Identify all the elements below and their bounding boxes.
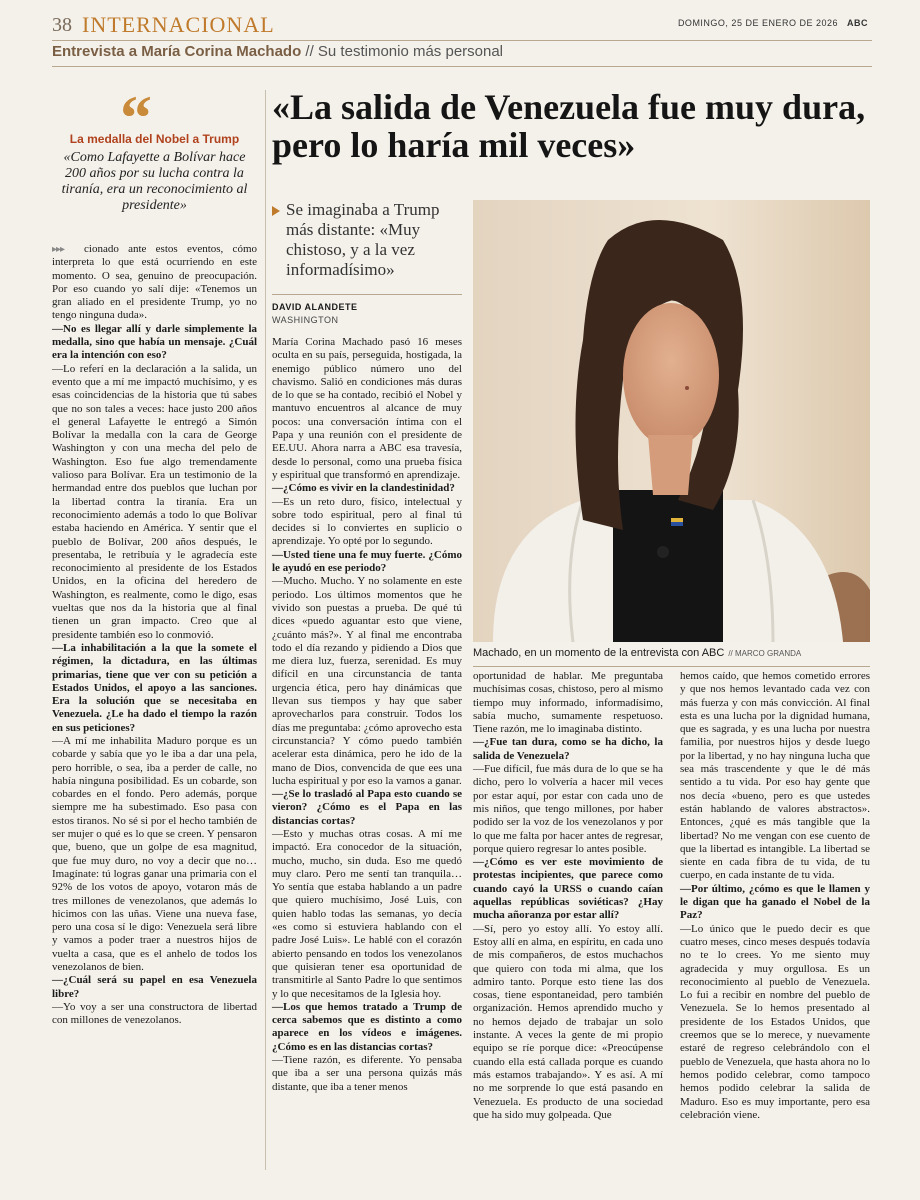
text-column-1 [52, 243, 257, 1028]
headline: «La salida de Venezuela fue muy dura, pero lo haría mil veces» [272, 87, 866, 165]
author: DAVID ALANDETE [272, 302, 358, 312]
continuation-arrows-icon: ▸▸▸ [52, 244, 65, 255]
header-rule [52, 40, 872, 41]
paragraph: —Sí, pero yo estoy allí. Yo estoy allí. Estoy allí en alma, en espíritu, en cada uno de mis compañeros, de estos muchachos que quiero con toda mi alma, que los admiro tanto. Porque esto tiene las dos cosas, tiene espontaneidad, pero también organización. Hemos aprendido mucho y no hemos dejado de trabajar un solo instante. A veces la gente de mi propio equipo se ríe porque dice: «Preocúpense cuando ella está callada porque es cuando más estamos trabajando». Y es así. A mí no me sorprende lo que está pasando en Venezuela. Es producto de una sociedad que ha sido muy golpeada. Que [473, 922, 663, 1121]
column-divider [265, 90, 266, 1170]
sidebar-quote: «Como Lafayette a Bolívar hace 200 años por su lucha contra la tiranía, era un reconocimiento al presidente» [61, 150, 248, 213]
interview-question: —¿Cuál será su papel en esa Venezuela libre? [52, 974, 257, 1000]
interview-question: —No es llegar allí y darle simplemente la medalla, sino que había un mensaje. ¿Cuál era la intención con eso? [52, 322, 257, 362]
page-header [0, 0, 920, 68]
interview-question: —Por último, ¿cómo es que le llamen y le digan que ha ganado el Nobel de la Paz? [680, 882, 870, 922]
subhead [52, 43, 503, 60]
paragraph: María Corina Machado pasó 16 meses oculta en su país, perseguida, hostigada, la enemigo público número uno del chavismo. Salió en condiciones más duras de lo que se ha contado, recibió el Nobel y mantuvo encuentros al alcance de muy pocos: una conversación íntima con el Papa y una reunión con el presidente de EE.UU. Ahora narra a ABC esa travesía, desde lo personal, como una prueba física y espiritual que transformó en aprendizaje. [272, 336, 462, 481]
photo-caption [473, 647, 870, 659]
photo-portrait [473, 200, 870, 642]
paragraph: —Esto y muchas otras cosas. A mí me impactó. Era conocedor de la situación, mucho, mucho, sin duda. Eso me quedó muy claro. Pero me sentí tan tranquila… Yo sentía que estaba hablando a un padre que quiero muchísimo, José Luis, con quien hablo todas las semanas, yo decía «es como si estuviera hablando con el padre José Luis». Le hablé con el corazón abierto pensando en todos los venezolanos que quisieran tener esa oportunidad de transmitirle al Santo Padre lo que sentimos y lo que necesitamos de la Iglesia hoy. [272, 827, 462, 1000]
paragraph: —A mí me inhabilita Maduro porque es un cobarde y sabía que yo le iba a dar una pela, pero horrible, o sea, iba a perder de calle, no había ninguna posibilidad. Es un cobarde, son cobardes en el fondo. Pero además, porque siempre me ha subestimado. Eso pasa con estos tiranos. No sé si por el hecho también de ser mujer o qué es lo que se creen. Y pensaron que, bueno, que un golpe de esa magnitud, que fue muy duro, no voy a decir que no… Imagínate: tú logras ganar una primaria con el 92% de los votos de apoyo, votaron más de tres millones de venezolanos, que además lo hicimos con las uñas. Viene una nueva fase, pero una cosa sí le digo: Venezuela será libre y vamos a poder traer a nuestros hijos de vuelta a casa, que es el anhelo de todos los venezolanos de bien. [52, 734, 257, 974]
paragraph: —Lo referí en la declaración a la salida, un evento que a mí me impactó muchísimo, y es esas coincidencias de la historia que tú sabes que no son tales a veces: hace justo 200 años el general Lafayette le entregó a Simón Bolívar la medalla con la cara de George Washington y con una mecha del pelo de Washington. Eso fue algo tremendamente valioso para Bolívar. Era un testimonio de la hermandad entre dos pueblos que luchan por la libertad contra la tiranía. Era un reconocimiento además a todo lo que Bolívar estaba haciendo en América. Y sentir que el pueblo de Bolívar, 200 años después, le presentaba, le retribuía y le agradecía este reconocimiento al presidente de los Estados Unidos, en la oficina del heredero de Washington, es realmente, como le digo, esas vueltas que nos da la historia que al final tienen un gran impacto. Creo que al presidente también eso lo conmovió. [52, 362, 257, 641]
interview-question: —¿Se lo trasladó al Papa esto cuando se vieron? ¿Cómo es el Papa en las distancias cortas? [272, 788, 462, 827]
text-column-3 [473, 670, 663, 1122]
section-title: INTERNACIONAL [82, 12, 275, 37]
paragraph: —Lo único que le puedo decir es que cuatro meses, cinco meses después todavía no te lo crees. Yo me siento muy agradecida y muy orgullosa. Es un reconocimiento al pueblo de Venezuela. Lo fui a recibir en nombre del pueblo de Venezuela. Se lo hemos presentado al presidente de los Estados Unidos, que creemos que se lo merece, y nuevamente estaré de regreso celebrándolo con el pueblo de Venezuela, que hasta ahora no lo hemos podido celebrar, como tampoco hemos podido celebrar la salida de Maduro. Eso es muy importante, pero esa celebración viene. [680, 922, 870, 1121]
interview-question: —Los que hemos tratado a Trump de cerca sabemos que es distinto a como aparece en los vídeos e imágenes. ¿Cómo es en las distancias cortas? [272, 1000, 462, 1053]
quote-mark-icon: “ [120, 82, 152, 153]
interview-question: —La inhabilitación a la que la somete el régimen, la dictadura, en las últimas primarias, tiene que ver con su petición a Estados Unidos, el apoyo a las sanciones. Era la solución que se necesitaba en Venezuela. ¿Le ha dado el tiempo la razón en sus peticiones? [52, 641, 257, 734]
subhead-rule [52, 66, 872, 67]
page-number: 38 [52, 14, 72, 36]
paragraph: oportunidad de hablar. Me preguntaba muchísimas cosas, chistoso, pero al mismo tiempo muy informado, informadísimo, sabía mucho, sumamente respetuoso. Tiene razón, me lo imaginaba distinto. [473, 670, 663, 736]
paragraph: —Fue difícil, fue más dura de lo que se ha dicho, pero lo volvería a hacer mil veces por estar aquí, por estar con cada uno de mis niños, que tengo millones, por haber podido ser la voz de los venezolanos y por lo que me falta por hacer antes de regresar, porque quiero regresar lo antes posible. [473, 763, 663, 855]
dateline [678, 18, 868, 28]
paragraph: hemos caído, que hemos cometido errores y que nos hemos levantado cada vez con más fuerza y con más convicción. Al final esta es una lucha por la dignidad humana, que es sagrada, y es una lucha por nuestra familia, por nuestros hijos y desde luego por la libertad, y no hay ninguna lucha que sea más trascendente y que le dé más sentido a tu vida. Por eso hay gente que nos decía «bueno, pero es que ustedes están hablando de valores abstractos». Entonces, ¿qué es más tangible que la libertad? No me vengan con ese cuento de que la libertad es intangible. La libertad se siente en cada fibra de tu vida, de tu cuerpo, en cada instante de tu vida. [680, 670, 870, 882]
paragraph: —Yo voy a ser una constructora de libertad con millones de venezolanos. [52, 1000, 257, 1027]
interview-question: —¿Fue tan dura, como se ha dicho, la salida de Venezuela? [473, 736, 663, 762]
interview-question: —¿Cómo es ver este movimiento de protestas incipientes, que parece como cuando cayó la URSS o cuando caían aquellas repúblicas soviéticas? ¿Hay mucha añoranza por estar allí? [473, 856, 663, 922]
deck-text: Se imaginaba a Trump más distante: «Muy chistoso, y a la vez informadísimo» [286, 200, 440, 279]
interview-question: —Usted tiene una fe muy fuerte. ¿Cómo le ayudó en ese periodo? [272, 548, 462, 575]
text-column-2 [272, 336, 462, 1094]
paragraph: —Mucho. Mucho. Y no solamente en este periodo. Los últimos momentos que he vivido son puestas a prueba. De qué tú dices «puedo aguantar esto que viene, ¿cuánto más?». Y al final me encontraba todo el día rezando y pidiendo a Dios que me diera luz, fuerza, serenidad. Es muy difícil en una circunstancia de tanta urgencia ética, pero hay dinámicas que llevan sus tiempos y hay que saber aprovecharlos para construir. Todos los días me preguntaba: ¿cómo aprovecho esta circunstancia? Y cómo puedo también acelerar esta dinámica, pero he ido de la mano de Dios, convencida de que ees una lucha espiritual y por eso la vamos a ganar. [272, 575, 462, 787]
caption-text: Machado, en un momento de la entrevista con ABC [473, 647, 725, 659]
deck [272, 200, 462, 280]
paragraph: cionado ante estos eventos, cómo interpreta lo que está ocurriendo en este momento. O sea, genuino de preocupación. Por eso cuando yo salí dije: «Tenemos un gran aliado en el presidente Trump, yo no tengo ninguna duda». [52, 243, 257, 322]
caption-rule [473, 666, 870, 667]
subhead-strong: Entrevista a María Corina Machado [52, 43, 302, 60]
text-column-4 [680, 670, 870, 1122]
photo-credit: // MARCO GRANDA [728, 649, 802, 658]
paper-name: ABC [847, 18, 868, 28]
subhead-rest: Su testimonio más personal [317, 43, 504, 60]
issue-date: DOMINGO, 25 DE ENERO DE 2026 [677, 18, 838, 28]
paragraph: —Es un reto duro, físico, intelectual y sobre todo espiritual, pero al final tú decides si lo conviertes en suplicio o aprendizaje. Yo opté por lo segundo. [272, 495, 462, 548]
location: WASHINGTON [272, 315, 339, 325]
paragraph: —Tiene razón, es diferente. Yo pensaba que iba a ser una persona quizás más distante, que iba a tener menos [272, 1054, 462, 1093]
interview-question: —¿Cómo es vivir en la clandestinidad? [272, 482, 455, 495]
portrait-illustration [473, 200, 870, 642]
byline-rule [272, 294, 462, 295]
sidebar-title: La medalla del Nobel a Trump [69, 132, 240, 146]
subhead-separator: // [301, 43, 318, 60]
